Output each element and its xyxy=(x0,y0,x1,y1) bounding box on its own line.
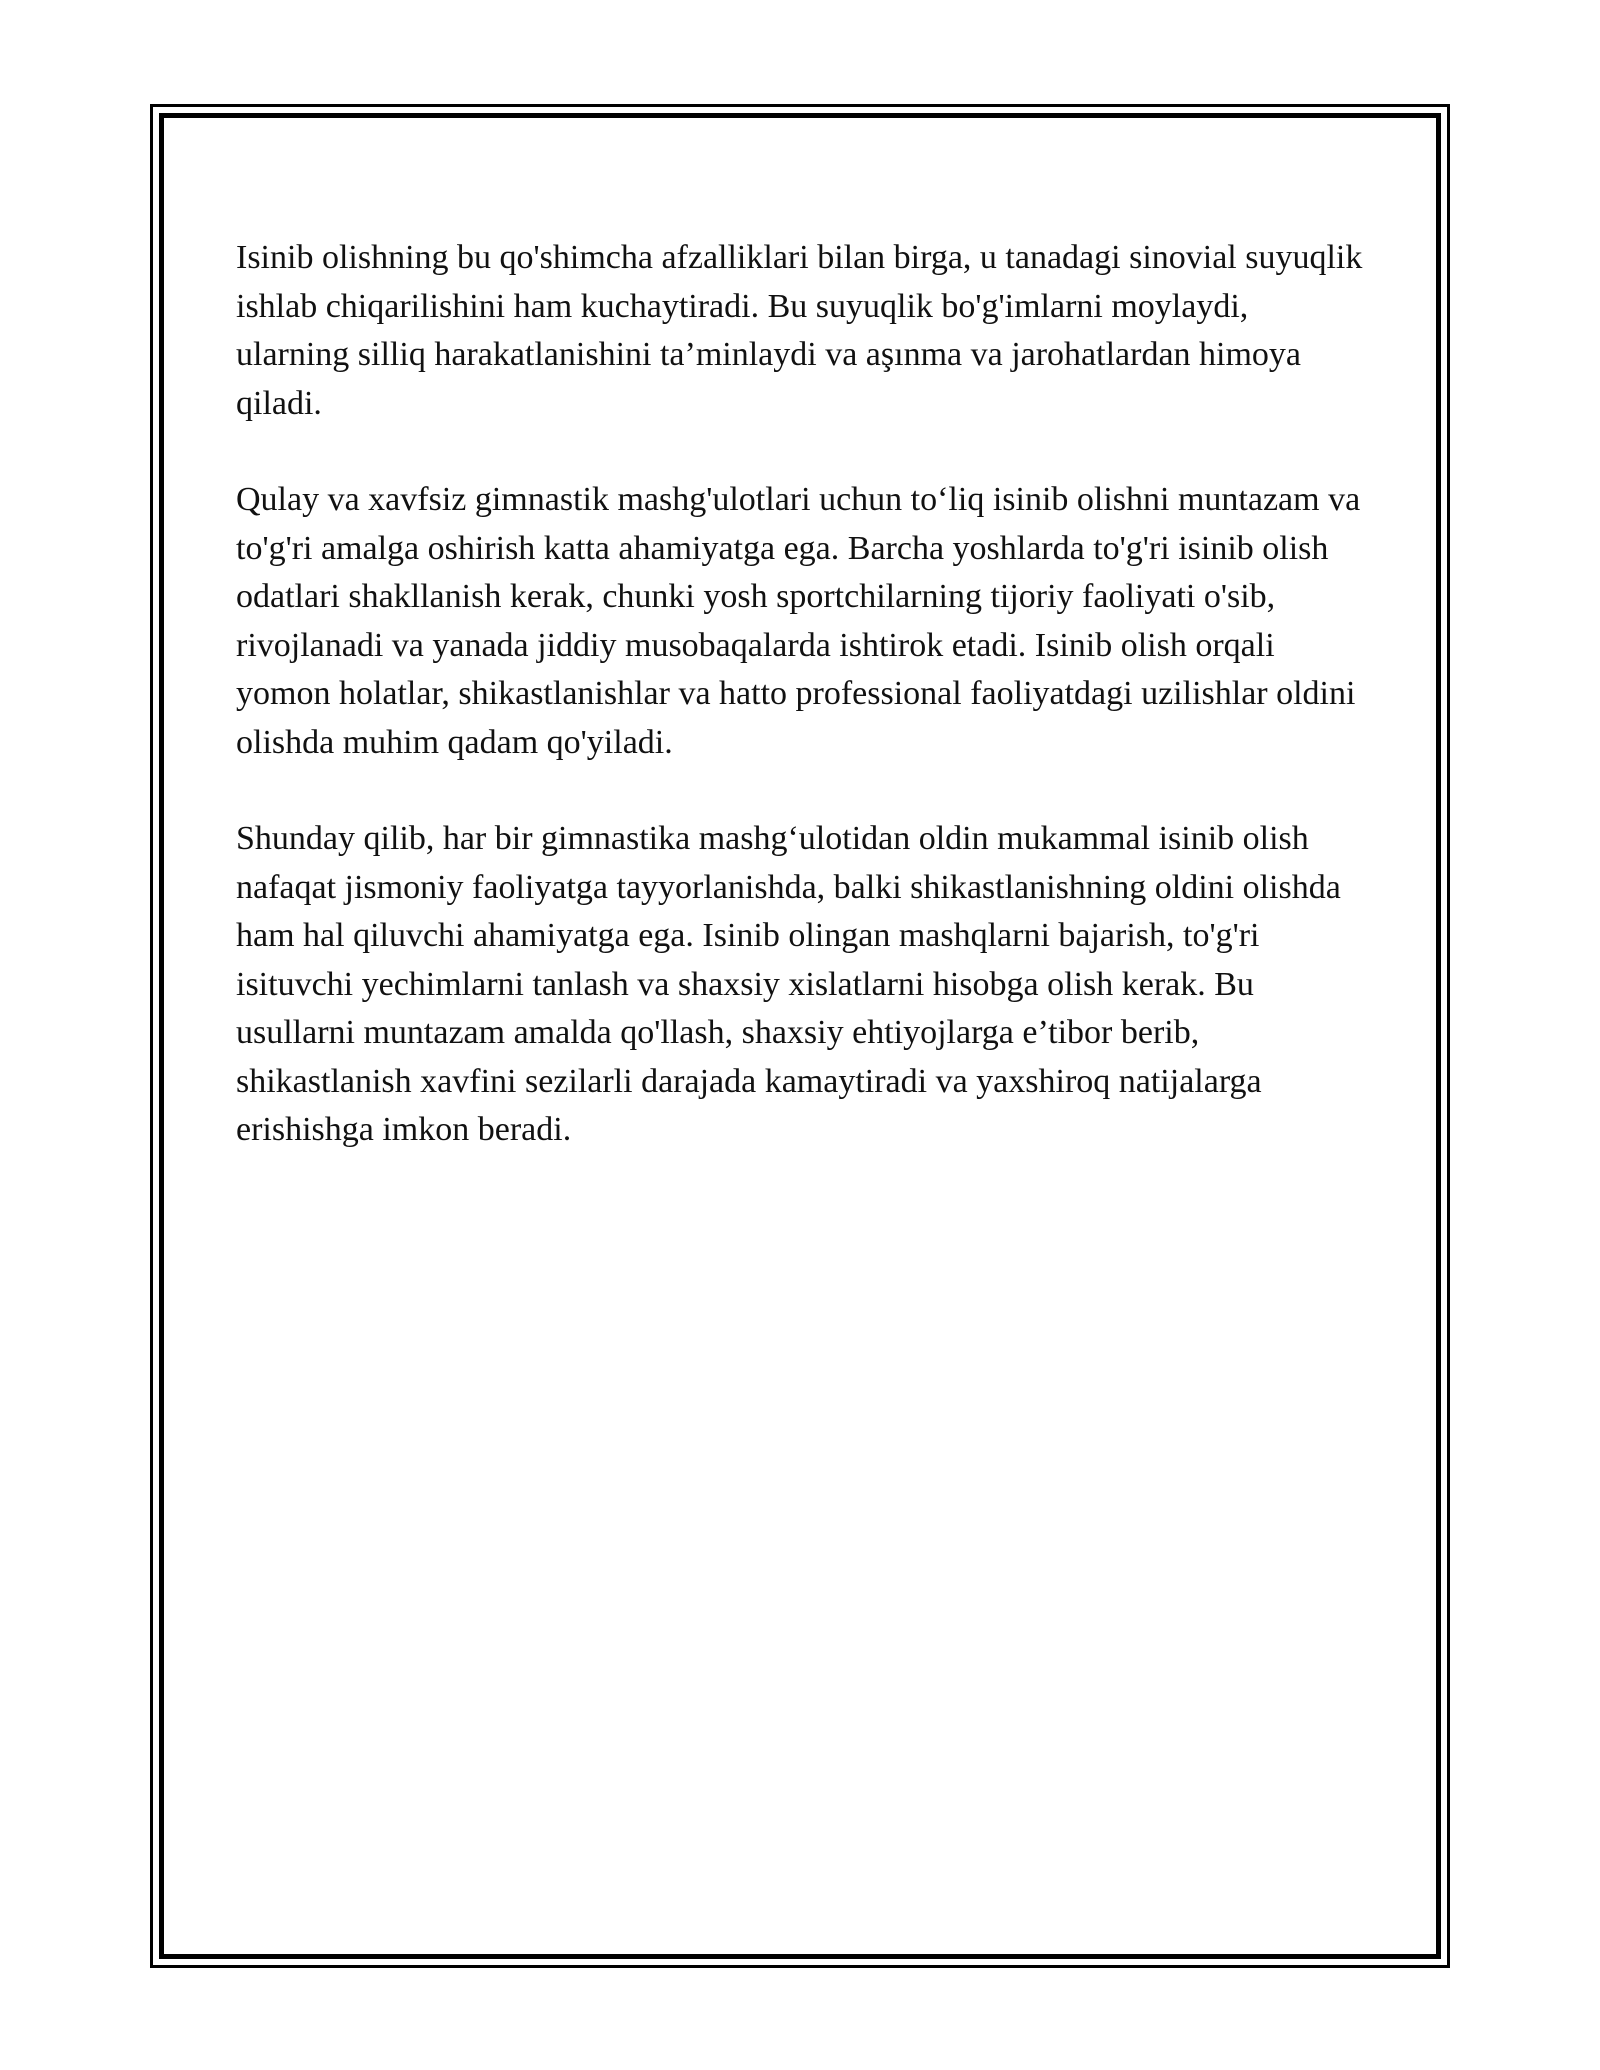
paragraph-1: Isinib olishning bu qo'shimcha afzalliklari bilan birga, u tanadagi sinovial suyuqlik ishlab chiqarilishini ham kuchaytiradi. Bu suyuqlik bo'g'imlarni moylaydi, ularning silliq harakatlanishini ta’minlaydi va aşınma va jarohatlardan himoya qiladi. xyxy=(236,239,1363,422)
paragraph-2: Qulay va xavfsiz gimnastik mashg'ulotlari uchun to‘liq isinib olishni muntazam va to'g'ri amalga oshirish katta ahamiyatga ega. Barcha yoshlarda to'g'ri isinib olish odatlari shakllanish kerak, chunki yosh sportchilarning tijoriy faoliyati o'sib, rivojlanadi va yanada jiddiy musobaqalarda ishtirok etadi. Isinib olish orqali yomon holatlar, shikastlanishlar va hatto professional faoliyatdagi uzilishlar oldini olishda muhim qadam qo'yiladi. xyxy=(236,481,1361,761)
document-body xyxy=(236,234,1366,1203)
paragraph-3: Shunday qilib, har bir gimnastika mashg‘ulotidan oldin mukammal isinib olish nafaqat jismoniy faoliyatga tayyorlanishda, balki shikastlanishning oldini olishda ham hal qiluvchi ahamiyatga ega. Isinib olingan mashqlarni bajarish, to'g'ri isituvchi yechimlarni tanlash va shaxsiy xislatlarni hisobga olish kerak. Bu usullarni muntazam amalda qo'llash, shaxsiy ehtiyojlarga e’tibor berib, shikastlanish xavfini sezilarli darajada kamaytiradi va yaxshiroq natijalarga erishishga imkon beradi. xyxy=(236,820,1341,1148)
